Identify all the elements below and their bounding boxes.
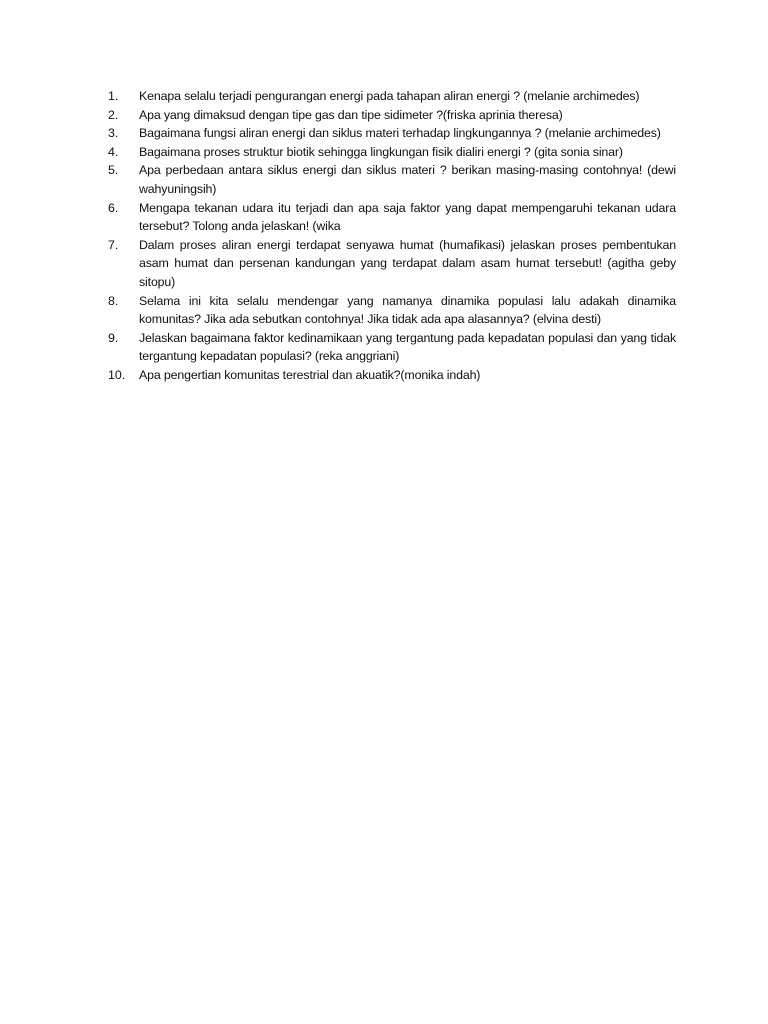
question-text: Bagaimana proses struktur biotik sehingga lingkungan fisik dialiri energi ? (gita sonia sinar) (139, 144, 623, 159)
list-item (108, 124, 676, 143)
question-text: Apa perbedaan antara siklus energi dan siklus materi ? berikan masing-masing contohnya! (dewi wahyuningsih) (139, 163, 676, 196)
list-item (108, 199, 676, 236)
list-item (108, 106, 676, 125)
question-number: 9. (108, 330, 119, 345)
question-text: Apa pengertian komunitas terestrial dan akuatik?(monika indah) (139, 367, 481, 382)
question-number: 8. (108, 293, 119, 308)
question-number: 2. (108, 107, 119, 122)
question-number: 1. (108, 89, 119, 103)
list-item (108, 161, 676, 198)
list-item (108, 329, 676, 366)
list-item (108, 87, 676, 106)
question-list (108, 87, 676, 385)
question-text: Selama ini kita selalu mendengar yang namanya dinamika populasi lalu adakah dinamika komunitas? Jika ada sebutkan contohnya! Jika tidak ada apa alasannya? (elvina desti) (139, 293, 676, 327)
question-text: Dalam proses aliran energi terdapat senyawa humat (humafikasi) jelaskan proses pembentukan asam humat dan persenan kandungan yang terdapat dalam asam humat tersebut! (agitha geby sitopu) (139, 237, 676, 289)
list-item (108, 292, 676, 329)
question-number: 5. (108, 163, 119, 178)
question-text: Bagaimana fungsi aliran energi dan siklus materi terhadap lingkungannya ? (melanie archimedes) (139, 126, 661, 141)
question-number: 7. (108, 237, 119, 252)
list-item (108, 236, 676, 292)
question-text: Kenapa selalu terjadi pengurangan energi pada tahapan aliran energi ? (melanie archimedes) (139, 89, 640, 103)
question-text: Jelaskan bagaimana faktor kedinamikaan yang tergantung pada kepadatan populasi dan yang tidak tergantung kepadatan populasi? (reka anggriani) (139, 330, 676, 364)
question-text: Mengapa tekanan udara itu terjadi dan apa saja faktor yang dapat mempengaruhi tekanan udara tersebut? Tolong anda jelaskan! (wika (139, 200, 676, 234)
question-number: 4. (108, 144, 119, 159)
question-number: 3. (108, 126, 119, 141)
question-text: Apa yang dimaksud dengan tipe gas dan tipe sidimeter ?(friska aprinia theresa) (139, 107, 563, 122)
question-number: 10. (108, 367, 126, 382)
list-item (108, 366, 676, 385)
list-item (108, 143, 676, 162)
question-number: 6. (108, 200, 119, 215)
